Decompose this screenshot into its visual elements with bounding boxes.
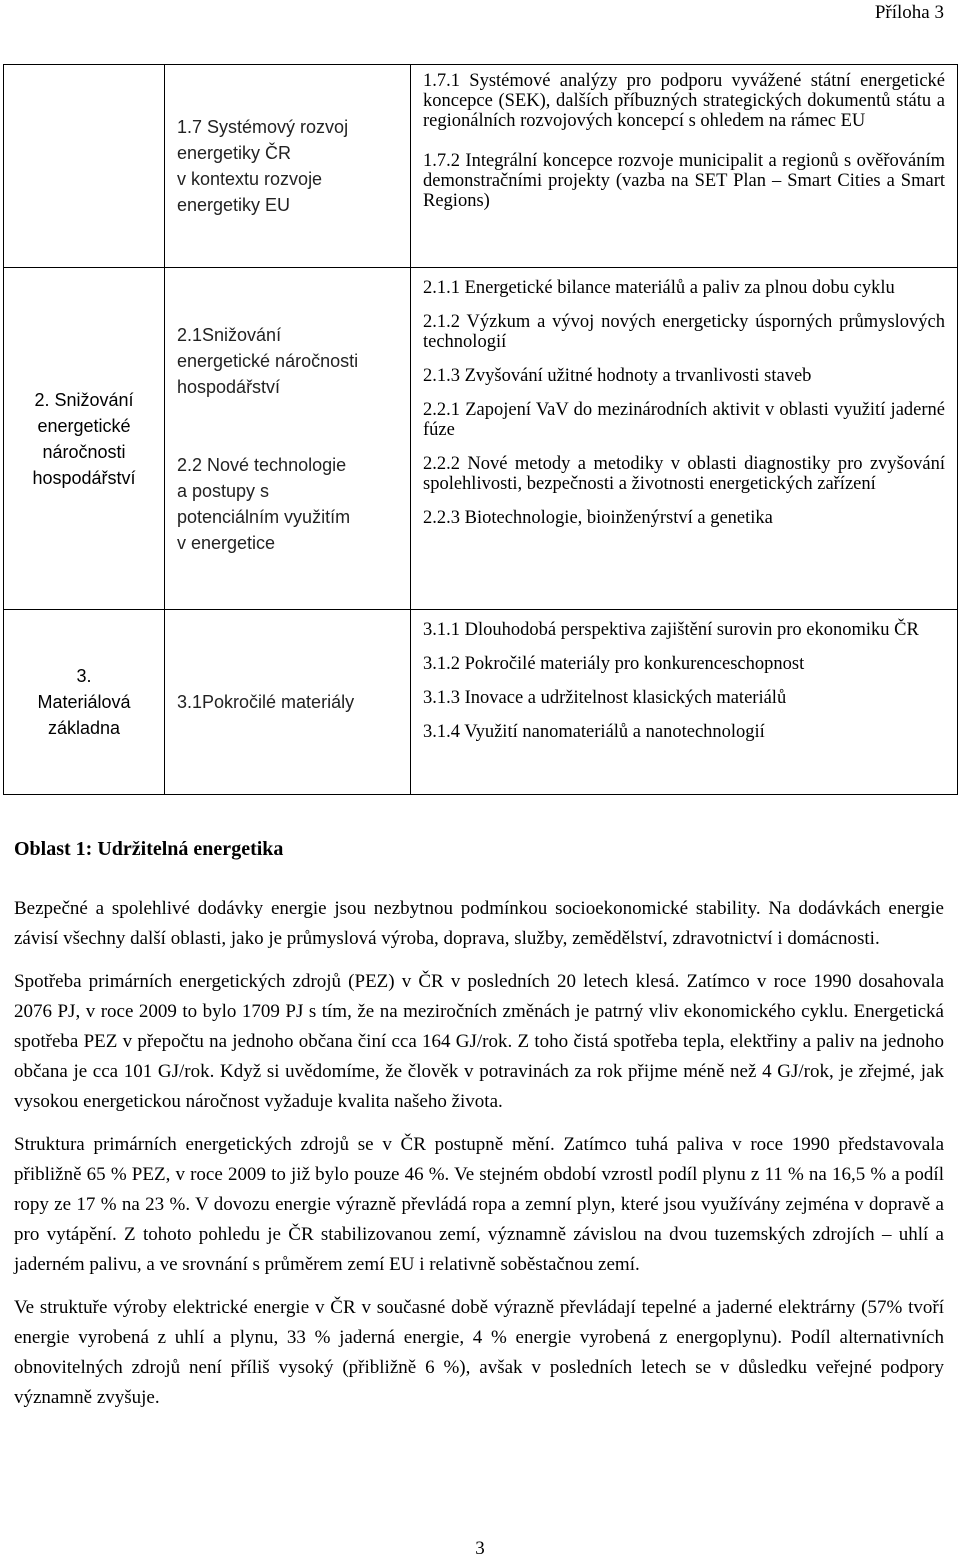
topics-3: [411, 610, 958, 795]
subcategory-line: potenciálním využitím: [177, 506, 351, 527]
category-2: [4, 268, 165, 610]
subcategory-line: 1.7 Systémový rozvoj: [177, 117, 349, 137]
subcategory-2-2: [177, 452, 404, 556]
subcategory-3-1: [165, 610, 411, 795]
subcategory-line: 3.1Pokročilé materiály: [177, 692, 355, 712]
paragraph: Struktura primárních energetických zdrojů se v ČR postupně mění. Zatímco tuhá paliva v roce 1990 představovala přibližně 65 % PEZ, v roce 2009 to již bylo pouze 46 %. Ve stejném období vzrostl podíl plynu z 11 % na 16,5 % a podíl ropy ze 17 % na 23 %. V dovozu energie výrazně převládá ropa a zemní plyn, které jsou využívány zejména v dopravě a pro vytápění. Z tohoto pohledu je ČR stabilizovanou zemí, významně závislou na dvou tuzemských zdrojích – uhlí a jaderném palivu, a ve srovnání s průměrem zemí EU i relativně soběstačnou zemí.: [14, 1134, 944, 1275]
topic-1-7-1: 1.7.1 Systémové analýzy pro podporu vyvážené státní energetické koncepce (SEK), dalších příbuzných strategických dokumentů státu a regionálních rozvojových koncepcí s ohledem na rámec EU: [423, 71, 945, 131]
subcategories-2: [165, 268, 411, 610]
topic-2-2-2: 2.2.2 Nové metody a metodiky v oblasti diagnostiky pro zvyšování spolehlivosti, bezpečnosti a životnosti energetických zařízení: [423, 454, 945, 494]
topic-2-2-1: 2.2.1 Zapojení VaV do mezinárodních aktivit v oblasti využití jaderné fúze: [423, 400, 945, 440]
topic-3-1-4: 3.1.4 Využití nanomateriálů a nanotechnologií: [423, 722, 765, 742]
category-3: [4, 610, 165, 795]
program-structure-table: [3, 64, 958, 795]
table-row: [4, 268, 958, 610]
subcategory-1-7: [165, 65, 411, 268]
subcategory-line: energetické náročnosti: [177, 350, 359, 371]
paragraph: Bezpečné a spolehlivé dodávky energie jsou nezbytnou podmínkou socioekonomické stability. Na dodávkách energie závisí všechny další oblasti, jako je průmyslová výroba, doprava, služby, zemědělství, zdravotnictví i domácnosti.: [14, 898, 944, 949]
category-line: energetické: [37, 415, 131, 436]
page-number: 3: [475, 1538, 485, 1559]
subcategory-line: 2.2 Nové technologie: [177, 454, 347, 475]
category-line: základna: [47, 718, 121, 738]
subcategory-2-1: [177, 322, 404, 400]
topic-2-1-1: 2.1.1 Energetické bilance materiálů a paliv za plnou dobu cyklu: [423, 278, 895, 298]
topic-2-1-3: 2.1.3 Zvyšování užitné hodnoty a trvanlivosti staveb: [423, 366, 812, 386]
subcategory-line: a postupy s: [177, 480, 270, 501]
annex-label: Příloha 3: [874, 2, 944, 23]
section-heading: Oblast 1: Udržitelná energetika: [14, 838, 284, 860]
subcategory-line: v energetice: [177, 532, 276, 553]
empty-category-cell: [4, 65, 165, 268]
category-line: Materiálová: [37, 692, 131, 712]
topic-3-1-3: 3.1.3 Inovace a udržitelnost klasických materiálů: [423, 688, 787, 708]
subcategory-line: hospodářství: [177, 376, 281, 397]
table-row: [4, 65, 958, 268]
topics-1-7: [411, 65, 958, 268]
category-line: hospodářství: [32, 467, 136, 488]
subcategory-line: energetiky ČR: [177, 143, 292, 163]
topic-1-7-2: 1.7.2 Integrální koncepce rozvoje municipalit a regionů s ověřováním demonstračními projekty (vazba na SET Plan – Smart Cities a Smart Regions): [423, 151, 945, 211]
paragraph: Spotřeba primárních energetických zdrojů (PEZ) v ČR v posledních 20 letech klesá. Zatímco v roce 1990 dosahovala 2076 PJ, v roce 2009 to bylo 1709 PJ s tím, že na meziročních změnách je patrný vliv ekonomického cyklu. Energetická spotřeba PEZ v přepočtu na jednoho občana činí cca 164 GJ/rok. Z toho čistá spotřeba tepla, elektřiny a paliv na jednoho občana je cca 101 GJ/rok. Když si uvědomíme, že člověk v potravinách za rok přijme méně než 4 GJ/rok, je zřejmé, jak vysokou energetickou náročnost vyžaduje kvalita našeho života.: [14, 971, 944, 1112]
category-line: 3.: [76, 666, 92, 686]
topics-2: [411, 268, 958, 610]
subcategory-line: energetiky EU: [177, 195, 291, 215]
subcategory-line: v kontextu rozvoje: [177, 169, 323, 189]
topic-3-1-2: 3.1.2 Pokročilé materiály pro konkurenceschopnost: [423, 654, 805, 674]
category-line: 2. Snižování: [34, 389, 134, 410]
topic-2-2-3: 2.2.3 Biotechnologie, bioinženýrství a genetika: [423, 508, 773, 528]
table-row: [4, 610, 958, 795]
topic-3-1-1: 3.1.1 Dlouhodobá perspektiva zajištění surovin pro ekonomiku ČR: [423, 620, 919, 640]
topic-2-1-2: 2.1.2 Výzkum a vývoj nových energeticky úsporných průmyslových technologií: [423, 312, 945, 352]
section-body: [14, 894, 944, 1426]
subcategory-line: 2.1Snižování: [177, 324, 282, 345]
paragraph: Ve struktuře výroby elektrické energie v ČR v současné době výrazně převládají tepelné a jaderné elektrárny (57% tvoří energie vyrobená z uhlí a plynu, 33 % jaderná energie, 4 % energie vyrobená z energoplynu). Podíl alternativních obnovitelných zdrojů není příliš vysoký (přibližně 6 %), avšak v posledních letech se v důsledku veřejné podpory významně zvyšuje.: [14, 1297, 944, 1408]
category-line: náročnosti: [42, 441, 126, 462]
